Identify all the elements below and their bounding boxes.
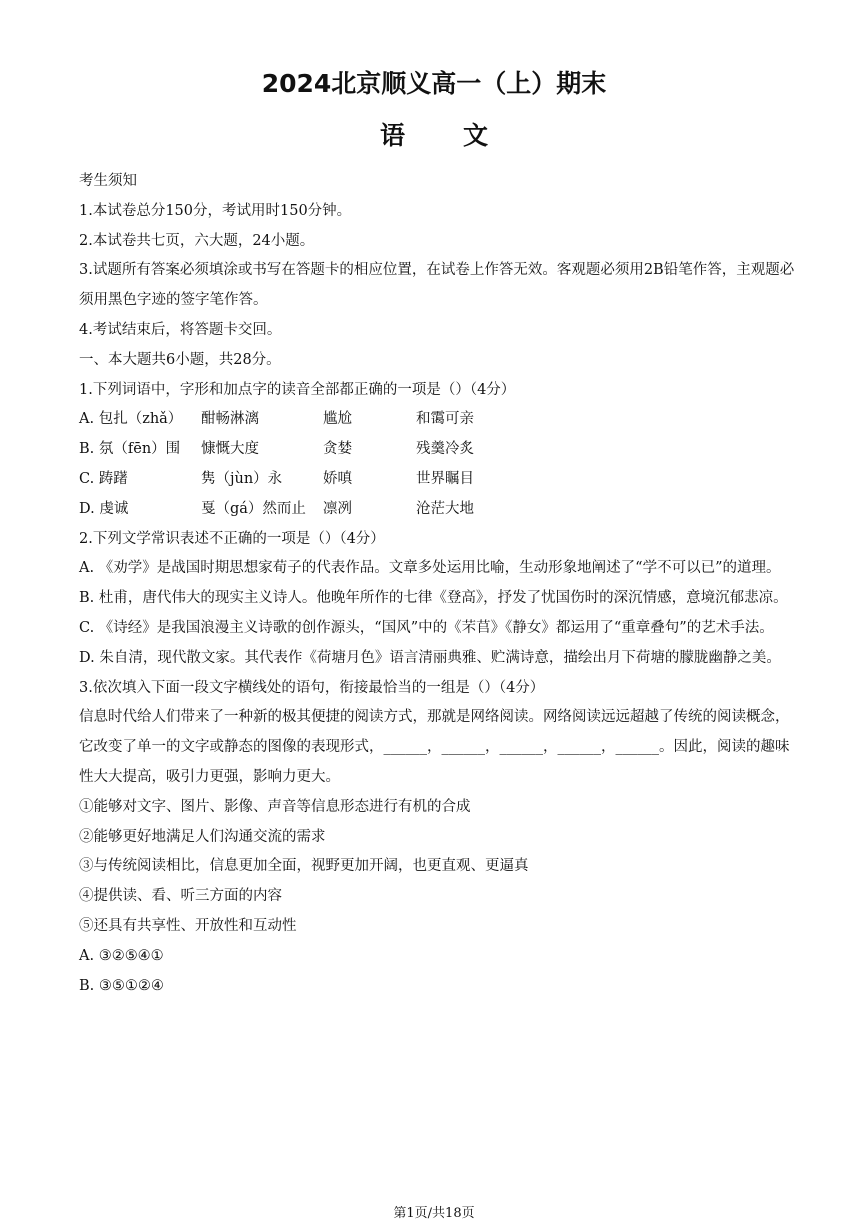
subject-title: 语文	[379, 121, 546, 150]
option-cell: B. 氛（fēn）围	[79, 441, 181, 458]
question-2-option-a: A. 《劝学》是战国时期思想家荀子的代表作品。文章多处运用比喻，生动形象地阐述了“学不可以已”的道理。	[79, 560, 781, 577]
notice-item: 4.考试结束后，将答题卡交回。	[79, 321, 282, 338]
notice-item: 1.本试卷总分150分，考试用时150分钟。	[79, 202, 352, 219]
question-3-sentence: ⑤还具有共享性、开放性和互动性	[79, 917, 297, 934]
question-1-stem: 1.下列词语中，字形和加点字的读音全部都正确的一项是（）（4分）	[79, 381, 516, 398]
option-cell: 慷慨大度	[201, 441, 259, 458]
option-cell: 世界瞩目	[416, 470, 474, 487]
question-3-passage: 信息时代给人们带来了一种新的极其便捷的阅读方式，那就是网络阅读。网络阅读远远超越了传统的阅读概念，它改变了单一的文字或静态的图像的表现形式，______，______，______，______，______。因此，阅读的趣味性大大提高，吸引力更强，影响力更大。	[79, 709, 790, 785]
question-2-option-c: C. 《诗经》是我国浪漫主义诗歌的创作源头，“国风”中的《芣苢》《静女》都运用了“重章叠句”的艺术手法。	[79, 619, 774, 636]
option-cell: D. 虔诚	[79, 500, 129, 517]
page-number: 第1页/共18页	[393, 1206, 475, 1221]
option-cell: 酣畅淋漓	[201, 411, 259, 428]
question-2-option-d: D. 朱自清，现代散文家。其代表作《荷塘月色》语言清丽典雅、贮满诗意，描绘出月下荷塘的朦胧幽静之美。	[79, 649, 781, 666]
question-1-option-a	[79, 405, 795, 435]
question-1-option-c	[79, 465, 795, 495]
question-3-sentence: ④提供读、看、听三方面的内容	[79, 888, 282, 905]
question-2-option-b: B. 杜甫，唐代伟大的现实主义诗人。他晚年所作的七律《登高》，抒发了忧国伤时的深沉情感，意境沉郁悲凉。	[79, 590, 788, 607]
question-1-option-b	[79, 435, 795, 465]
option-cell: 贪婪	[323, 441, 352, 458]
option-cell: 尴尬	[323, 411, 352, 428]
question-3-sentence: ①能够对文字、图片、影像、声音等信息形态进行有机的合成	[79, 798, 471, 815]
option-cell: 隽（jùn）永	[201, 470, 283, 487]
question-3-option-a: A. ③②⑤④①	[79, 947, 164, 964]
question-3-sentence: ③与传统阅读相比，信息更加全面，视野更加开阔，也更直观、更逼真	[79, 858, 529, 875]
option-cell: 残羹冷炙	[416, 441, 474, 458]
question-1-option-d	[79, 495, 795, 525]
question-3-option-b: B. ③⑤①②④	[79, 977, 164, 994]
question-2-stem: 2.下列文学常识表述不正确的一项是（）（4分）	[79, 530, 385, 547]
section-heading: 一、本大题共6小题，共28分。	[79, 351, 281, 368]
exam-body	[79, 167, 795, 1001]
option-cell: A. 包扎（zhǎ）	[79, 411, 183, 428]
notice-item: 3.试题所有答案必须填涂或书写在答题卡的相应位置，在试卷上作答无效。客观题必须用2B铅笔作答，主观题必须用黑色字迹的签字笔作答。	[79, 262, 795, 309]
notice-heading: 考生须知	[79, 173, 137, 189]
exam-title: 2024北京顺义高一（上）期末	[261, 69, 607, 98]
option-cell: 戛（gá）然而止	[201, 500, 306, 517]
option-cell: 娇嗔	[323, 470, 352, 487]
notice-item: 2.本试卷共七页，六大题，24小题。	[79, 232, 315, 249]
option-cell: 凛冽	[323, 500, 352, 517]
option-cell: 和霭可亲	[416, 411, 474, 428]
question-3-stem: 3.依次填入下面一段文字横线处的语句，衔接最恰当的一组是（）（4分）	[79, 679, 545, 696]
option-cell: 沧茫大地	[416, 500, 474, 517]
option-cell: C. 踌躇	[79, 470, 128, 487]
question-3-sentence: ②能够更好地满足人们沟通交流的需求	[79, 828, 326, 845]
